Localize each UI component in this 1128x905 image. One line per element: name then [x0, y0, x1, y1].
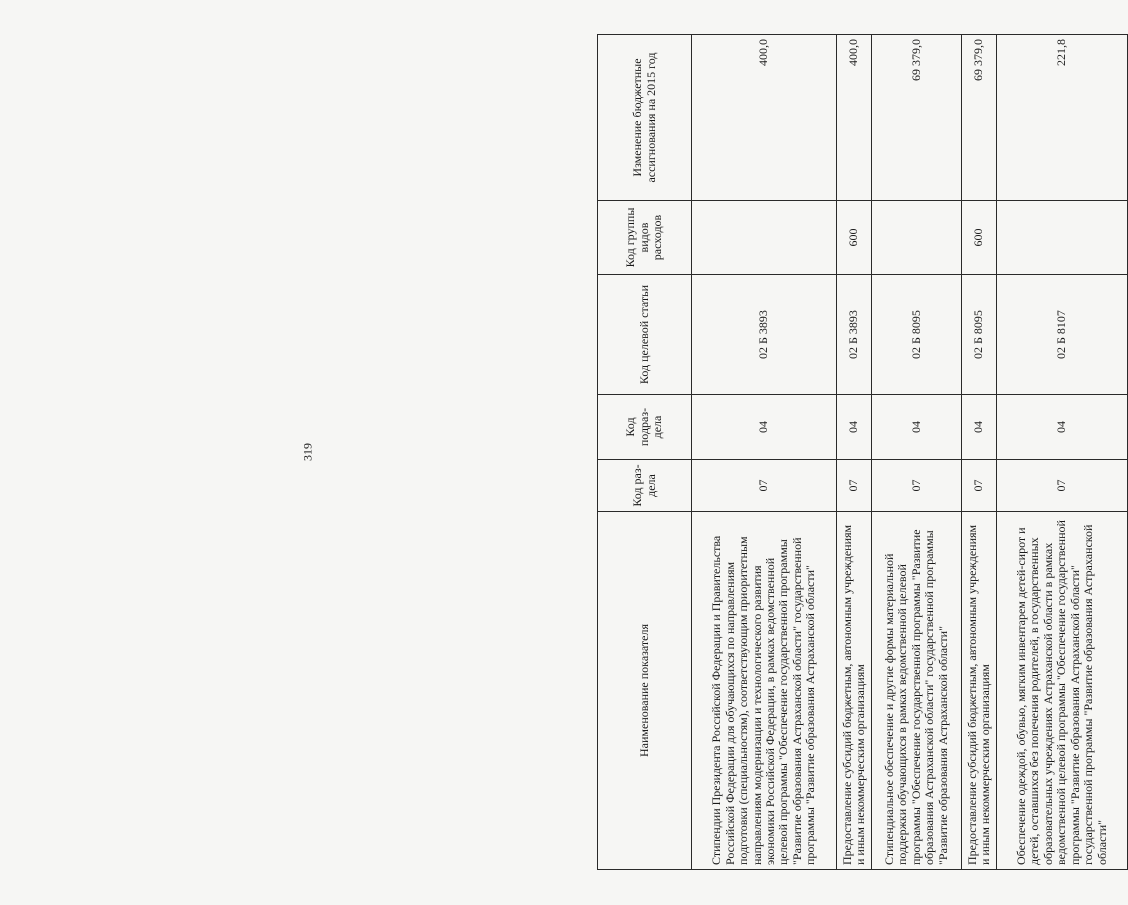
row-statya: 02 Б 8107	[997, 275, 1128, 395]
header-podrazdel: Код подраз-дела	[598, 395, 692, 460]
row-podrazdel: 04	[837, 395, 872, 460]
row-name: Предоставление субсидий бюджетным, автономным учреждениям и иным некоммерческим организациям	[962, 512, 997, 870]
row-razdel: 07	[692, 460, 837, 512]
row-name: Предоставление субсидий бюджетным, автономным учреждениям и иным некоммерческим организациям	[837, 512, 872, 870]
row-statya: 02 Б 3893	[837, 275, 872, 395]
row-statya: 02 Б 3893	[692, 275, 837, 395]
row-name: Обеспечение одеждой, обувью, мягким инвентарем детей-сирот и детей, оставшихся без попечения родителей, в государственных образовательных учреждениях Астраханской области в рамках ведомственной целевой программы "Обеспечение государственной программы "Развитие образования Астраханской области" государственной программы "Развитие образования Астраханской области"	[997, 512, 1128, 870]
page-number: 319	[300, 443, 315, 461]
row-vid	[692, 201, 837, 275]
row-razdel: 07	[837, 460, 872, 512]
table-row	[837, 35, 872, 870]
row-name: Стипендиальное обеспечение и другие формы материальной поддержки обучающихся в рамках ведомственной целевой программы "Обеспечение государственной программы "Развитие образования Астраханской области" государственной программы "Развитие образования Астраханской области"	[872, 512, 962, 870]
rotated-table-container	[597, 35, 1127, 870]
row-amount: 221,8	[997, 35, 1128, 201]
row-name: Стипендии Президента Российской Федерации и Правительства Российской Федерации для обучающихся по направлениям подготовки (специальностям), соответствующим приоритетным направлениям модернизации и технологического развития экономики Российской Федерации, в рамках ведомственной целевой программы "Обеспечение государственной программы "Развитие образования Астраханской области" государственной программы "Развитие образования Астраханской области"	[692, 512, 837, 870]
header-row	[598, 35, 692, 870]
row-statya: 02 Б 8095	[872, 275, 962, 395]
row-amount: 69 379,0	[872, 35, 962, 201]
header-razdel: Код раз-дела	[598, 460, 692, 512]
row-statya: 02 Б 8095	[962, 275, 997, 395]
budget-table	[597, 34, 1128, 870]
row-podrazdel: 04	[962, 395, 997, 460]
row-amount: 400,0	[692, 35, 837, 201]
table-row	[872, 35, 962, 870]
table-row	[997, 35, 1128, 870]
header-amount: Изменение бюджетные ассигнования на 2015 год	[598, 35, 692, 201]
header-name: Наименование показателя	[598, 512, 692, 870]
row-vid: 600	[837, 201, 872, 275]
row-podrazdel: 04	[692, 395, 837, 460]
row-vid	[997, 201, 1128, 275]
header-statya: Код целевой статьи	[598, 275, 692, 395]
header-vid: Код группы видов расходов	[598, 201, 692, 275]
row-podrazdel: 04	[872, 395, 962, 460]
row-vid: 600	[962, 201, 997, 275]
row-razdel: 07	[872, 460, 962, 512]
row-vid	[872, 201, 962, 275]
table-row	[692, 35, 837, 870]
row-amount: 69 379,0	[962, 35, 997, 201]
row-razdel: 07	[962, 460, 997, 512]
row-razdel: 07	[997, 460, 1128, 512]
row-amount: 400,0	[837, 35, 872, 201]
row-podrazdel: 04	[997, 395, 1128, 460]
table-row	[962, 35, 997, 870]
